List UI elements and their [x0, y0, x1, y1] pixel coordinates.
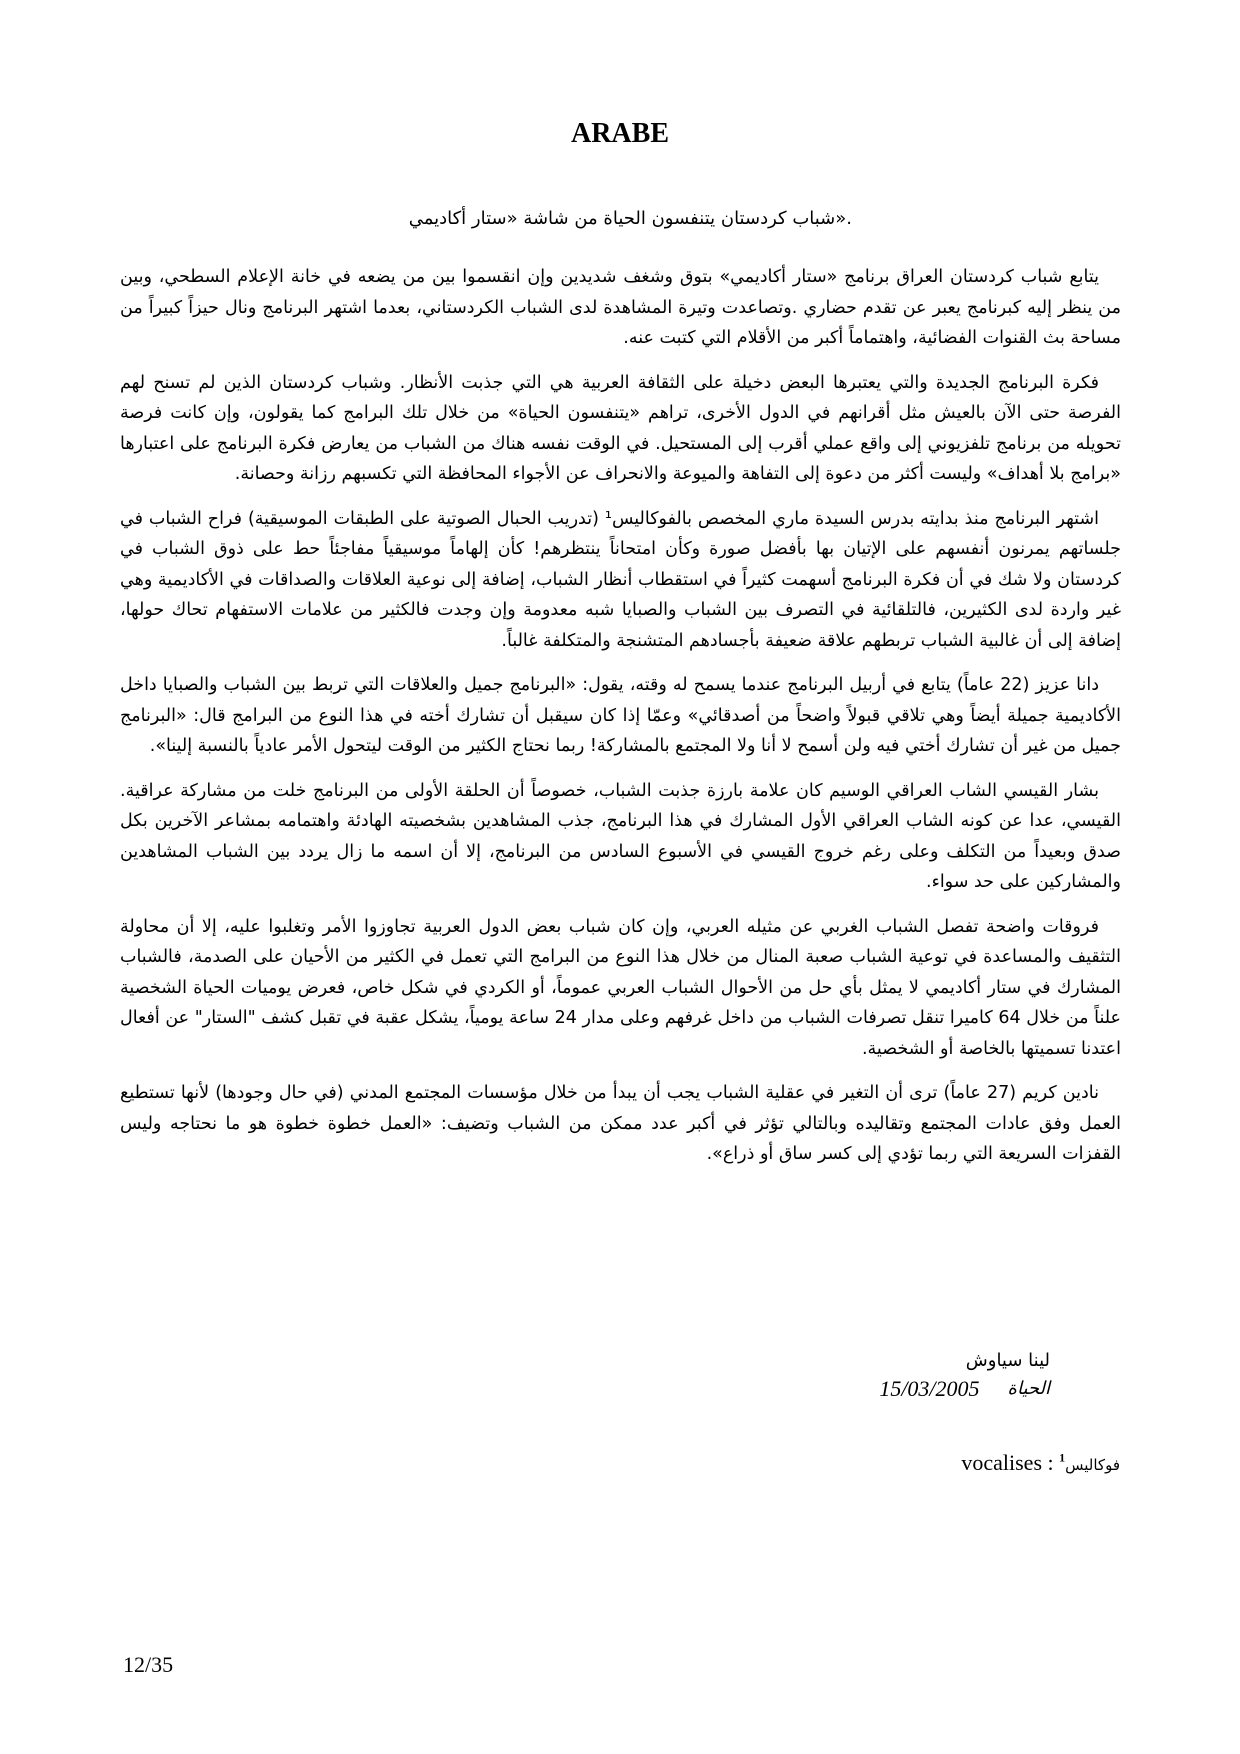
article-paragraph: دانا عزيز (22 عاماً) يتابع في أربيل البرنامج عندما يسمح له وقته، يقول: «البرنامج جميل والعلاقات التي تربط بين الشباب والصبايا داخل الأكاديمية جميلة أيضاً وهي تلاقي قبولاً واضحاً من أصدقائي» وعمّا إذا كان سيقبل أن تشارك أخته في هذا النوع من البرامج قال: «البرنامج جميل من غير أن تشارك أختي فيه ولن أسمح لا أنا ولا المجتمع بالمشاركة! ربما نحتاج الكثير من الوقت ليتحول الأمر عادياً بالنسبة إلينا». — [120, 675, 1121, 756]
footnote — [700, 1450, 1120, 1476]
page-number: 12/35 — [123, 1652, 174, 1677]
publication-date: 15/03/2005 — [879, 1376, 980, 1401]
footnote-marker: 1 — [1059, 1450, 1066, 1465]
signature-block — [880, 1347, 1050, 1403]
footnote-separator: : — [1047, 1450, 1054, 1475]
footnote-term: فوكاليس — [1065, 1456, 1120, 1474]
article-paragraph: فروقات واضحة تفصل الشباب الغربي عن مثيله العربي، وإن كان شباب بعض الدول العربية تجاوزوا الأمر وتغلبوا عليه، إلا أن محاولة التثقيف والمساعدة في توعية الشباب صعبة المنال من خلال هذا النوع من البرامج التي تعمل في الكثير من الأحيان على الصدمة، فالشباب المشارك في ستار أكاديمي لا يمثل بأي حل من الأحوال الشباب العربي عموماً، أو الكردي في شكل خاص، فعرض يوميات الحياة الشخصية علناً من خلال 64 كاميرا تنقل تصرفات الشباب من داخل غرفهم وعلى مدار 24 ساعة يومياً، يشكل عقبة في تقبل كشف "الستار" عن أفعال اعتدنا تسميتها بالخاصة أو الشخصية. — [120, 916, 1121, 1059]
article-paragraph: فكرة البرنامج الجديدة والتي يعتبرها البعض دخيلة على الثقافة العربية هي التي جذبت الأنظار. وشباب كردستان الذين لم تسنح لهم الفرصة حتى الآن بالعيش مثل أقرانهم في الدول الأخرى، تراهم «يتنفسون الحياة» من خلال تلك البرامج كما يقولون، وإن كانت فرصة تحويله من برنامج تلفزيوني إلى واقع عملي أقرب إلى المستحيل. في الوقت نفسه هناك من الشباب من يعارض فكرة البرنامج على اعتبارها «برامج بلا أهداف» وليست أكثر من دعوة إلى التفاهة والميوعة والانحراف عن الأجواء المحافظة التي تكسبهم رزانة وحصانة. — [120, 372, 1121, 484]
footnote-translation: vocalises — [961, 1450, 1043, 1475]
article-paragraph: نادين كريم (27 عاماً) ترى أن التغير في عقلية الشباب يجب أن يبدأ من خلال مؤسسات المجتمع المدني (في حال وجودها) لأنها تستطيع العمل وفق عادات المجتمع وتقاليده وبالتالي تؤثر في أكبر عدد ممكن من الشباب وتضيف: «العمل خطوة خطوة هو ما نحتاجه وليس القفزات السريعة التي ربما تؤدي إلى كسر ساق أو ذراع». — [120, 1083, 1121, 1164]
article-paragraph: بشار القيسي الشاب العراقي الوسيم كان علامة بارزة جذبت الشباب، خصوصاً أن الحلقة الأولى من البرنامج خلت من مشاركة عراقية. القيسي، عدا عن كونه الشاب العراقي الأول المشارك في هذا البرنامج، جذب المشاهدين بشخصيته الهادئة واهتمامه بمشاعر الآخرين بكل صدق وبعيداً من التكلف وعلى رغم خروج القيسي في الأسبوع السادس من البرنامج، إلا أن اسمه ما زال يردد بين الشباب المشاهدين والمشاركين على حد سواء. — [120, 780, 1121, 892]
author-name: لينا سياوش — [965, 1350, 1050, 1371]
source-line — [880, 1375, 1050, 1403]
publication-source: الحياة — [1007, 1378, 1050, 1399]
article-paragraph: اشتهر البرنامج منذ بدايته بدرس السيدة ماري المخصص بالفوكاليس¹ (تدريب الحبال الصوتية على الطبقات الموسيقية) فراح الشباب في جلساتهم يمرنون أنفسهم على الإتيان بها بأفضل صورة وكأن امتحاناً ينتظرهم! كأن إلهاماً موسيقياً مفاجئاً حط على ذوق الشباب في كردستان ولا شك في أن فكرة البرنامج أسهمت كثيراً في استقطاب أنظار الشباب، إضافة إلى نوعية العلاقات والصداقات في الأكاديمية وهي غير واردة لدى الكثيرين، فالتلقائية في التصرف بين الشباب والصبايا شبه معدومة وإن وجدت فالكثير من علامات الاستفهام تحاك حولها، إضافة إلى أن غالبية الشباب تربطهم علاقة ضعيفة بأجسادهم المتشنجة والمتكلفة غالباً. — [120, 508, 1121, 651]
page-title: ARABE — [570, 118, 669, 149]
article-subtitle: شباب كردستان يتنفسون الحياة من شاشة «ستار أكاديمي». — [408, 208, 852, 229]
article-paragraph: يتابع شباب كردستان العراق برنامج «ستار أكاديمي» بتوق وشغف شديدين وإن انقسموا بين من يضعه في خانة الإعلام السطحي، وبين من ينظر إليه كبرنامج يعبر عن تقدم حضاري .وتصاعدت وتيرة المشاهدة لدى الشباب الكردستاني، بعدما اشتهر البرنامج ونال حيزاً كبيراً من مساحة بث القنوات الفضائية، واهتماماً أكبر من الأقلام التي كتبت عنه. — [120, 267, 1121, 348]
article-body — [120, 262, 1121, 1184]
